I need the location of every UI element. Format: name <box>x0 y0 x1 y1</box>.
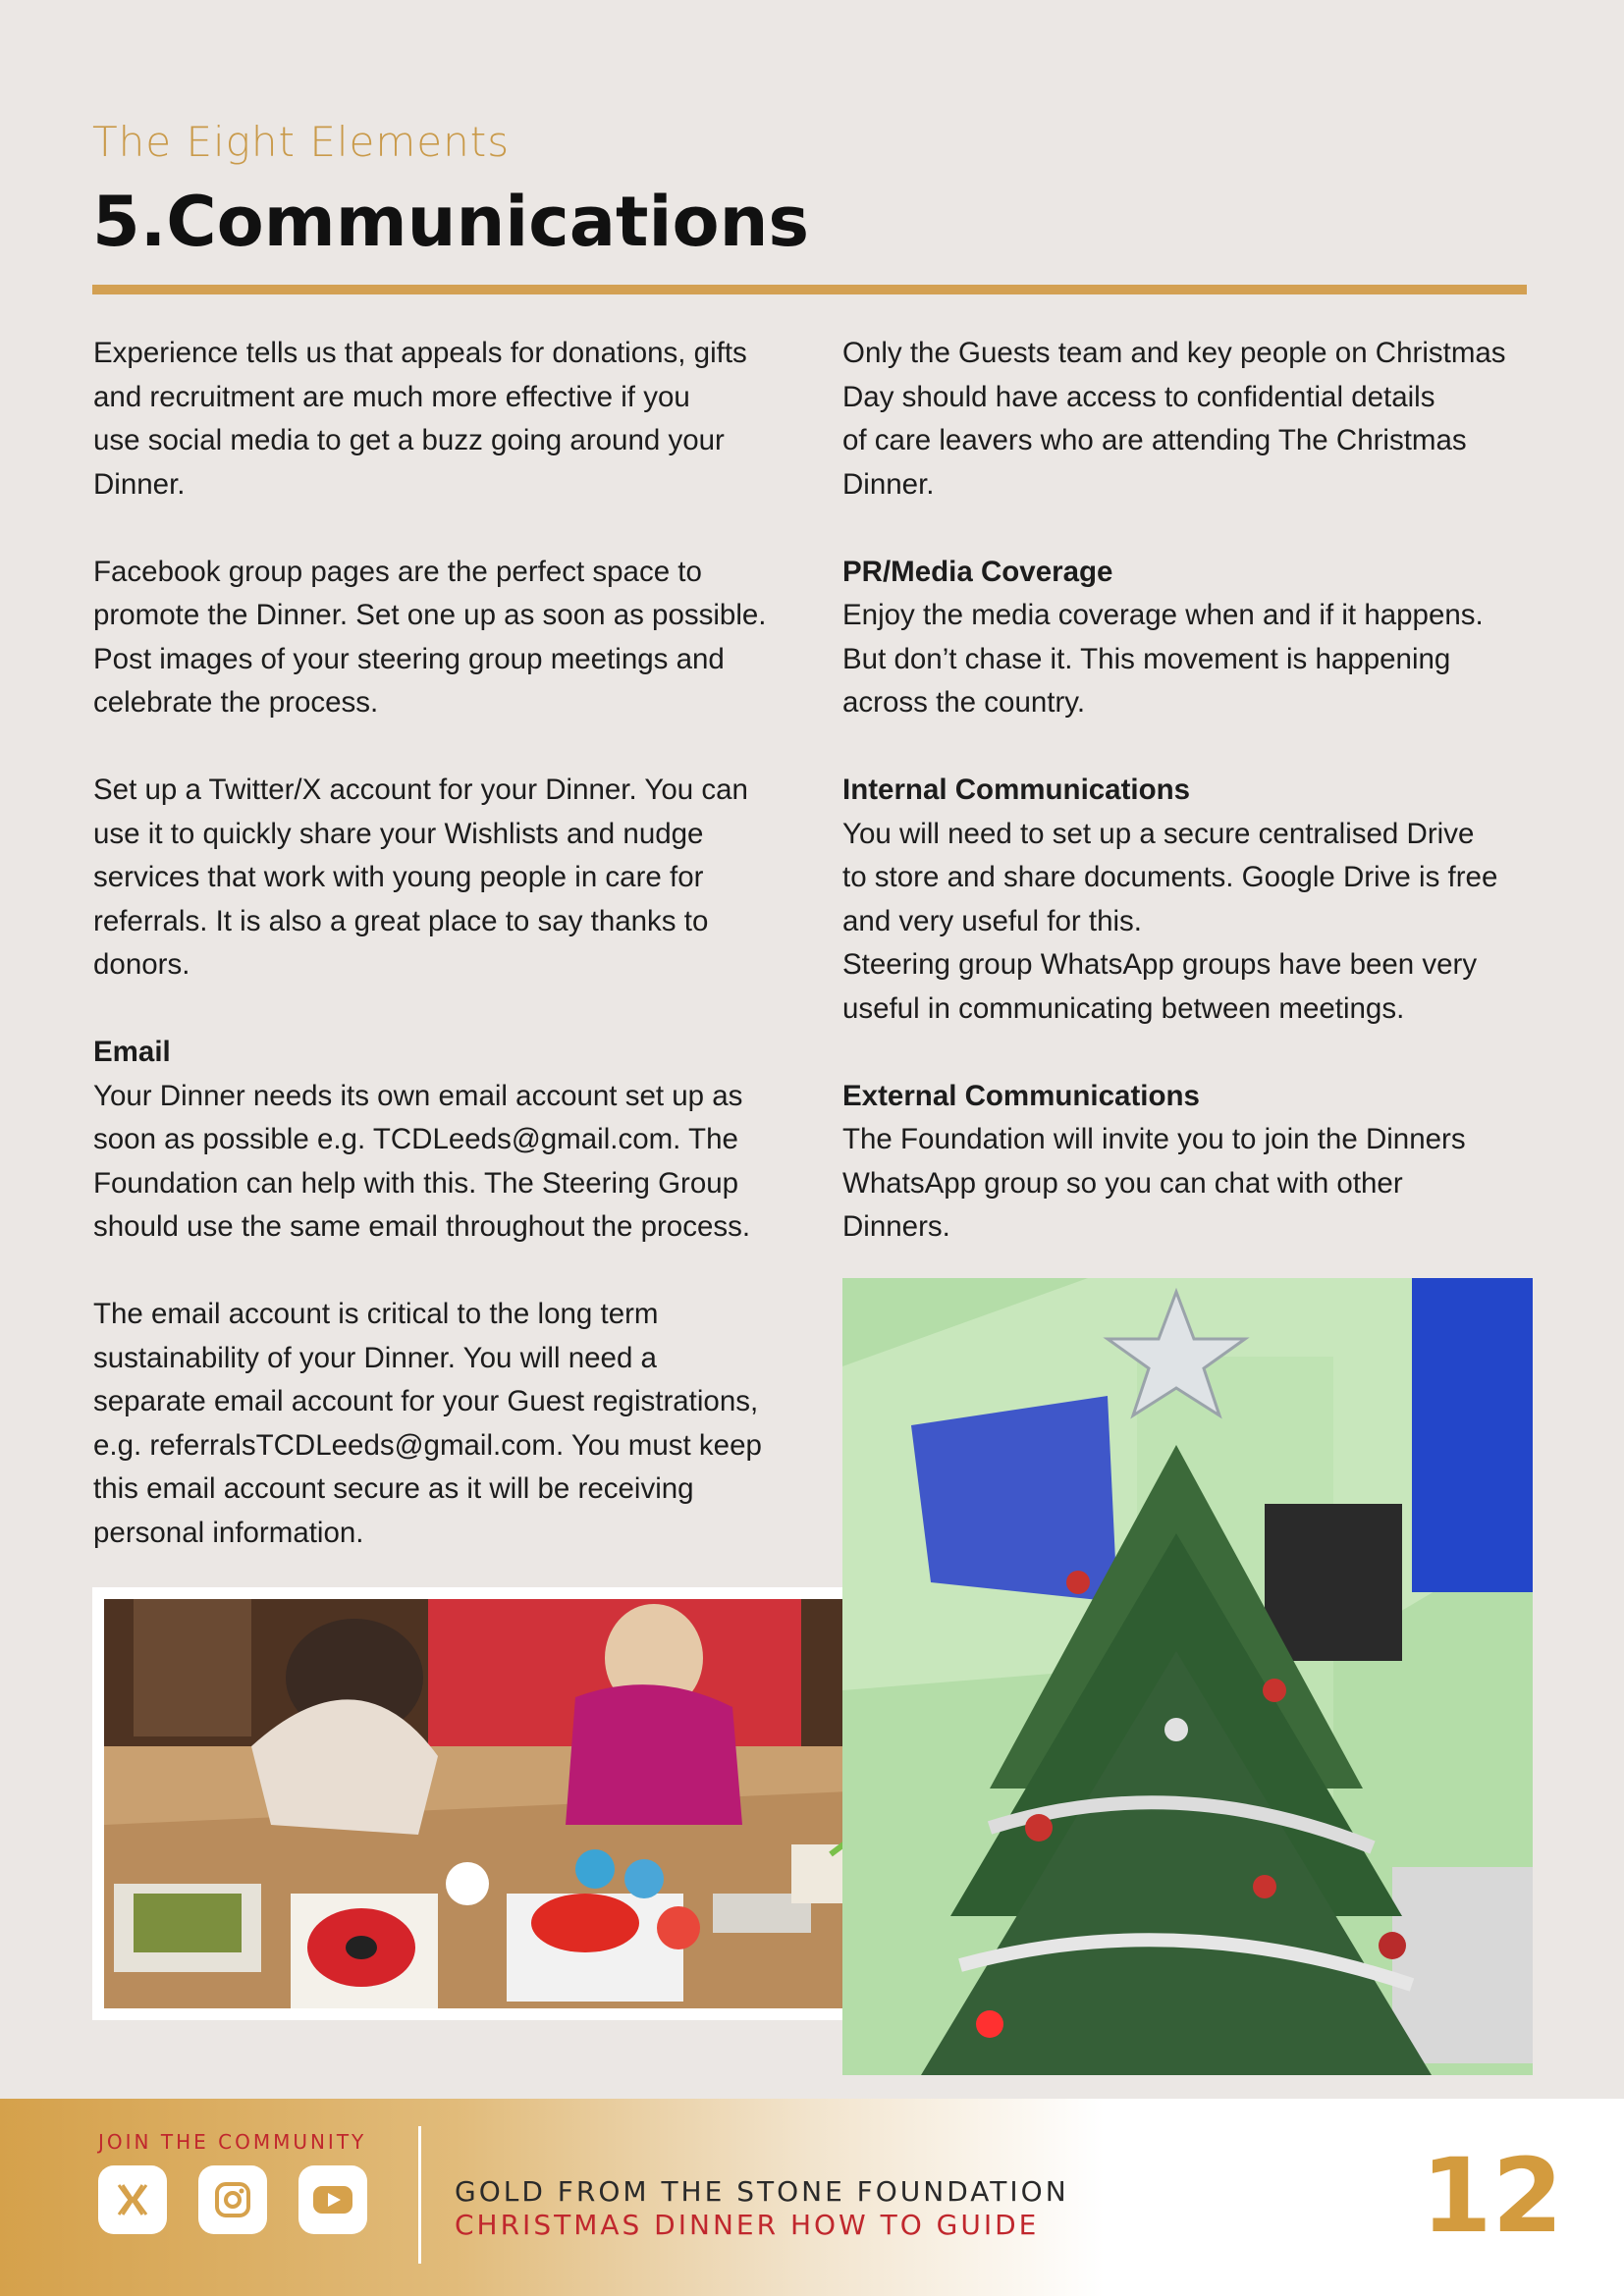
email-heading: Email <box>93 1036 171 1068</box>
youtube-logo-glyph <box>311 2183 354 2216</box>
join-community-label: JOIN THE COMMUNITY <box>98 2130 367 2154</box>
email-security-paragraph: The email account is critical to the long term sustainability of your Dinner. You will need a separate email account for your Guest registrations, e.g. referralsTCDLeeds@gmail.com. You must keep this email account secure as it will be receiving personal information. <box>93 1298 762 1549</box>
guide-name: CHRISTMAS DINNER HOW TO GUIDE <box>455 2209 1040 2241</box>
facebook-paragraph: Facebook group pages are the perfect space to promote the Dinner. Set one up as soon as possible. Post images of your steering group meetings and celebrate the process. <box>93 555 767 719</box>
pr-heading: PR/Media Coverage <box>842 555 1113 588</box>
page-footer <box>0 2099 1624 2296</box>
x-logo-glyph <box>114 2181 151 2218</box>
pr-paragraph: Enjoy the media coverage when and if it happens. But don’t chase it. This movement is happening across the country. <box>842 599 1484 719</box>
internal-section <box>842 769 1530 1031</box>
christmas-tree-illustration <box>842 1278 1533 2075</box>
instagram-logo-glyph <box>213 2180 252 2219</box>
right-column <box>842 332 1530 1293</box>
pr-section <box>842 551 1530 725</box>
external-heading: External Communications <box>842 1079 1200 1112</box>
christmas-tree-photo <box>842 1278 1533 2075</box>
confidential-paragraph: Only the Guests team and key people on Christmas Day should have access to confidential details of care leavers who are attending The Christmas Dinner. <box>842 337 1506 501</box>
external-paragraph: The Foundation will invite you to join the Dinners WhatsApp group so you can chat with other Dinners. <box>842 1123 1466 1243</box>
youtube-icon[interactable] <box>298 2165 367 2234</box>
internal-heading: Internal Communications <box>842 774 1191 806</box>
page-title: 5.Communications <box>92 182 810 262</box>
x-icon[interactable] <box>98 2165 167 2234</box>
twitter-paragraph: Set up a Twitter/X account for your Dinner. You can use it to quickly share your Wishlists and nudge services that work with young people in care for referrals. It is also a great place to say thanks to donors. <box>93 774 748 981</box>
external-section <box>842 1075 1530 1250</box>
organisation-name: GOLD FROM THE STONE FOUNDATION <box>455 2175 1069 2208</box>
footer-divider <box>418 2126 421 2264</box>
page-number: 12 <box>1421 2136 1563 2256</box>
intro-paragraph: Experience tells us that appeals for donations, gifts and recruitment are much more effective if you use social media to get a buzz going around your Dinner. <box>93 337 747 501</box>
left-column <box>93 332 800 1599</box>
title-divider <box>92 285 1527 294</box>
instagram-icon[interactable] <box>198 2165 267 2234</box>
internal-paragraph: You will need to set up a secure centralised Drive to store and share documents. Google Drive is free and very useful for this. Steering group WhatsApp groups have been very useful in communicating between meetings. <box>842 817 1498 1025</box>
email-paragraph: Your Dinner needs its own email account set up as soon as possible e.g. TCDLeeds@gmail.com. The Foundation can help with this. The Steering Group should use the same email throughout the process. <box>93 1079 751 1243</box>
section-eyebrow: The Eight Elements <box>92 118 511 166</box>
